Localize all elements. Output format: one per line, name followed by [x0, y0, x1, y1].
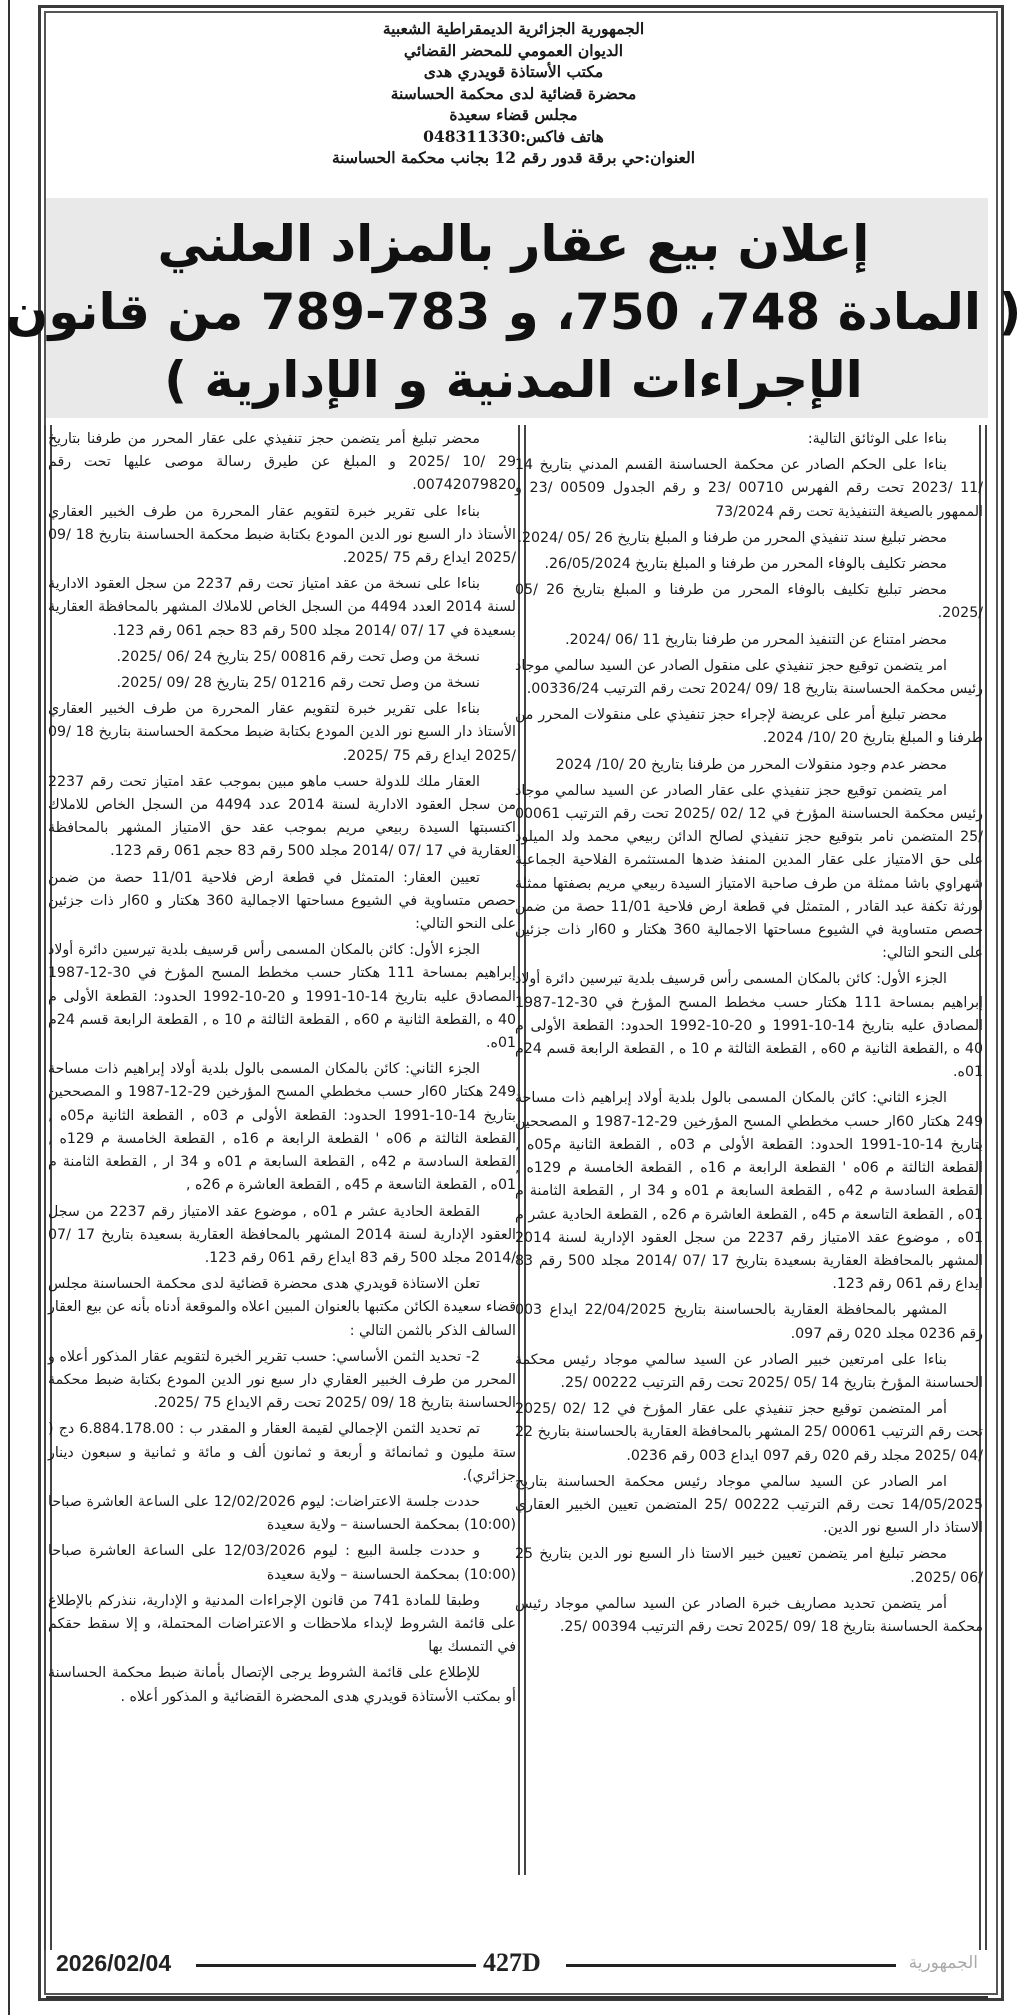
paragraph: الجزء الأول: كائن بالمكان المسمى رأس قرسيف بلدية تيرسين دائرة أولاد إبراهيم بمساحة 111 هكتار حسب مخطط المسح المؤرخ في 30-12-1987 المصادق عليه بتاريخ 14-10-1991 و 20-10-1992 الحدود: القطعة الأولى م 40 ه ,القطعة الثانية م 60ه , القطعة الثالثة م 10 ه , القطعة الرابعة قسم 24م 01ه. [515, 971, 983, 1081]
paragraph: محضر تبليغ أمر يتضمن حجز تنفيذي على عقار المحرر من طرفنا بتاريخ 29 /10 /2025 و المبلغ عن طيرق رسالة موصى عليها تحت رقم 00742079820. [48, 431, 517, 494]
paragraph: تعلن الاستاذة قويدري هدى محضرة قضائية لدى محكمة الحساسنة مجلس قضاء سعيدة الكائن مكتبها بالعنوان المبين اعلاه والموقعة أدناه بأنه عن بيع العقار السالف الذكر بالثمن التالي : [48, 1276, 516, 1339]
left-column [48, 428, 516, 1712]
page-number: 427D [483, 1948, 541, 1977]
header-line-country: الجمهورية الجزائرية الديمقراطية الشعبية [382, 19, 645, 38]
publication-date: 2026/02/04 [56, 1950, 172, 1976]
title-line-2: ( المادة 748، 750، و 783-789 من قانون [5, 283, 1022, 341]
paragraph: المشهر بالمحافظة العقارية بالحساسنة بتاريخ 22/04/2025 ايداع 003 رقم 0236 مجلد 020 رقم 097. [515, 1302, 983, 1342]
paragraph: امر يتضمن توقيع حجز تنفيذي على منقول الصادر عن السيد سالمي موجاد رئيس محكمة الحساسنة بتاريخ 18 /09 /2024 تحت رقم الترتيب 00336/24. [515, 657, 983, 698]
title-line-1: إعلان بيع عقار بالمزاد العلني [157, 215, 870, 273]
paragraph: بناءا على نسخة من عقد امتياز تحت رقم 2237 من سجل العقود الادارية لسنة 2014 العدد 4494 من السجل الخاص للاملاك المشهر بالمحافظة العقارية بسعيدة في 17 /07 /2014 مجلد 500 رقم 83 حجم 061 رقم 123. [48, 576, 516, 639]
paragraph: و حددت جلسة البيع : ليوم 12/03/2026 على الساعة العاشرة صباحا (10:00) بمحكمة الحساسنة – ولاية سعيدة [48, 1543, 516, 1583]
page-footer [46, 1950, 988, 1980]
paragraph: الجزء الأول: كائن بالمكان المسمى رأس قرسيف بلدية تيرسين دائرة أولاد إبراهيم بمساحة 111 هكتار حسب مخطط المسح المؤرخ في 30-12-1987 المصادق عليه بتاريخ 14-10-1991 و 20-10-1992 الحدود: القطعة الأولى م 40 ه ,القطعة الثانية م 60ه , القطعة الثالثة م 10 ه , القطعة الرابعة قسم 24م 01ه. [48, 942, 516, 1052]
paragraph: بناءا على الحكم الصادر عن محكمة الحساسنة القسم المدني بتاريخ 14 /11 /2023 تحت رقم الفهرس 00710 /23 و رقم الجدول 00509 /23 و الممهور بالصيغة التنفيذية تحت رقم 73/2024 [515, 457, 983, 520]
paragraph: وطبقا للمادة 741 من قانون الإجراءات المدنية و الإدارية، ننذركم بالإطلاع على قائمة الشروط لإبداء ملاحظات و الاعتراضات المحتملة، و إلا سقط حقكم في التمسك بها [48, 1592, 516, 1656]
paragraph: القطعة الحادية عشر م 01ه , موضوع عقد الامتياز رقم 2237 من سجل العقود الإدارية لسنة 2014 المشهر بالمحافظة العقارية بسعيدة بتاريخ 17 /07 /2014 مجلد 500 رقم 83 ايداع رقم 061 رقم 123. [48, 1203, 516, 1266]
paragraph: محضر تكليف بالوفاء المحرر من طرفنا و المبلغ بتاريخ 26/05/2024. [544, 556, 947, 573]
paragraph: الجزء الثاني: كائن بالمكان المسمى بالول بلدية أولاد إبراهيم ذات مساحة 249 هكتار 60ار حسب مخططي المسح المؤرخين 29-12-1987 و المصححين بتاريخ 14-10-1991 الحدود: القطعة الأولى م 03ه , القطعة الثانية م05ه , القطعة الثالثة م 06ه ' القطعة الرابعة م 16ه , القطعة الخامسة م 129ه , القطعة السادسة م 42ه , القطعة السابعة م 01ه و 34 ار , القطعة الثامنة م 01ه , القطعة التاسعة م 45ه , القطعة العاشرة م 26ه , [48, 1061, 516, 1194]
header-line-office: الديوان العمومي للمحضر القضائي [403, 40, 624, 60]
paragraph: 2- تحديد الثمن الأساسي: حسب تقرير الخبرة لتقويم عقار المذكور أعلاه و المحرر من طرف الخبير العقاري دار سبع نور الدين المودع بكتابة ضبط محكمة الحساسنة بتاريخ 18 /09 /2025 تحت رقم الايداع 75 /2025. [48, 1348, 516, 1412]
paragraph: محضر تبليغ امر يتضمن تعيين خبير الاستا ذار السبع نور الدين بتاريخ 25 /06 /2025. [515, 1546, 983, 1586]
paragraph: محضر عدم وجود منقولات المحرر من طرفنا بتاريخ 20 /10/ 2024 [555, 756, 947, 773]
paragraph: امر يتضمن توقيع حجز تنفيذي على عقار الصادر عن السيد سالمي موجاد رئيس محكمة الحساسنة المؤرخ في 12 /02 /2025 تحت رقم الترتيب 00061 /25 المتضمن نامر بتوقيع حجز تنفيذي لصالح الدائن ربيعي محمد ولد الميلود على حق الامتياز على عقار المدين المنفذ ضدها المستثمرة الفلاحية الجماعية شهراوي باشا ممثلة من طرف صاحبة الامتياز السيدة ربيعي مريم بصفتها ممثلة لورثة تكفة عبد القادر , المتمثل في قطعة ارض فلاحية 11/01 حصة من ضمن حصص متساوية في الشيوع مساحتها الاجمالية 360 هكتار و 60ار ذات جزئين على النحو التالي: [515, 782, 983, 962]
paragraph: بناءا على الوثائق التالية: [807, 431, 947, 447]
paragraph: امر الصادر عن السيد سالمي موجاد رئيس محكمة الحساسنة بتاريخ 14/05/2025 تحت رقم الترتيب 00222 /25 المتضمن تعيين الخبير العقاري الاستاذ دار السبع نور الدين. [515, 1473, 983, 1537]
header-line-council: مجلس قضاء سعيدة [449, 105, 578, 124]
paragraph: محضر امتناع عن التنفيذ المحرر من طرفنا بتاريخ 11 /06 /2024. [565, 631, 947, 648]
paragraph: حددت جلسة الاعتراضات: ليوم 12/02/2026 على الساعة العاشرة صباحا (10:00) بمحكمة الحساسنة – ولاية سعيدة [48, 1493, 516, 1534]
paragraph: محضر تبليغ سند تنفيذي المحرر من طرفنا و المبلغ بتاريخ 26 /05 /2024. [517, 529, 947, 546]
paragraph: بناءا على تقرير خبرة لتقويم عقار المحررة من طرف الخبير العقاري الأستاذ دار السبع نور الدين المودع بكتابة ضبط محكمة الحساسنة بتاريخ 18 /09 /2025 ايداع رقم 75 /2025. [48, 503, 517, 567]
paragraph: محضر تبليغ أمر على عريضة لإجراء حجز تنفيذي على منقولات المحرر من طرفنا و المبلغ بتاريخ 20 /10/ 2024. [515, 707, 983, 747]
paragraph: نسخة من وصل تحت رقم 00816 /25 بتاريخ 24 /06 /2025. [116, 648, 480, 665]
paragraph: تعيين العقار: المتمثل في قطعة ارض فلاحية 11/01 حصة من ضمن حصص متساوية في الشيوع مساحتها الاجمالية 360 هكتار و 60ار ذات جزئين على النحو التالي: [48, 869, 516, 933]
footer-rule-left [196, 1964, 476, 1967]
announcement-title [0, 210, 1027, 414]
paragraph: بناءا على امرتعين خبير الصادر عن السيد سالمي موجاد رئيس محكمة الحساسنة المؤرخ بتاريخ 14 /05 /2025 تحت رقم الترتيب 00222 /25. [515, 1351, 983, 1391]
paragraph: بناءا على تقرير خبرة لتقويم عقار المحررة من طرف الخبير العقاري الأستاذ دار السبع نور الدين المودع بكتابة ضبط محكمة الحساسنة بتاريخ 18 /09 /2025 ايداع رقم 75 /2025. [48, 701, 517, 764]
office-header [0, 18, 1027, 169]
paragraph: للإطلاع على قائمة الشروط يرجى الإتصال بأمانة ضبط محكمة الحساسنة أو بمكتب الأستاذة قويدري هدى المحضرة القضائية و المذكور أعلاه . [48, 1665, 516, 1705]
title-line-3: الإجراءات المدنية و الإدارية ) [164, 351, 863, 409]
paragraph: العقار ملك للدولة حسب ماهو مبين بموجب عقد امتياز تحت رقم 2237 من سجل العقود الادارية لسنة 2014 عدد 4494 من السجل الخاص للاملاك اكتسبتها السيدة ربيعي مريم بموجب عقد حق الامتياز المشهر بالمحافظة العقارية في 17 /07 /2014 مجلد 500 رقم 83 حجم 061 رقم 123. [48, 773, 516, 860]
paragraph: أمر المتضمن توقيع حجز تنفيذي على عقار المؤرخ في 12 /02 /2025 تحت رقم الترتيب 00061 /25 المشهر بالمحافظة العقارية بالحساسنة بتاريخ 22 /04 /2025 مجلد رقم 020 رقم 097 ايداع 003 رقم 0236. [515, 1401, 983, 1464]
paragraph: محضر تبليغ تكليف بالوفاء المحرر من طرفنا و المبلغ بتاريخ 26 /05 /2025. [515, 582, 983, 622]
paragraph: تم تحديد الثمن الإجمالي لقيمة العقار و المقدر ب : 6.884.178.00 دج ( ستة مليون و ثمانمائة و أربعة و ثمانون ألف و مائة و ثمانية و سبعون دينار جزائري). [48, 1421, 516, 1484]
right-column [515, 428, 983, 1642]
header-line-phone: هاتف فاكس:048311330 [423, 126, 604, 146]
paragraph: الجزء الثاني: كائن بالمكان المسمى بالول بلدية أولاد إبراهيم ذات مساحة 249 هكتار 60ار حسب مخططي المسح المؤرخين 29-12-1987 و المصححين بتاريخ 14-10-1991 الحدود: القطعة الأولى م 03ه , القطعة الثانية م05ه , القطعة الثالثة م 06ه ' القطعة الرابعة م 16ه , القطعة الخامسة م 129ه , القطعة السادسة م 42ه , القطعة السابعة م 01ه و 34 ار , القطعة الثامنة م 01ه , القطعة التاسعة م 45ه , القطعة العاشرة م 26ه , القطعة الحادية عشر م 01ه , موضوع عقد الامتياز رقم 2237 من سجل العقود الإدارية لسنة 2014 المشهر بالمحافظة العقارية بسعيدة بتاريخ 17 /07 /2014 مجلد 500 رقم 83 ايداع رقم 061 رقم 123. [515, 1090, 983, 1293]
header-line-court: محضرة قضائية لدى محكمة الحساسنة [390, 83, 637, 103]
newspaper-logo: الجمهورية [908, 1953, 978, 1973]
header-line-address: العنوان:حي برقة قدور رقم 12 بجانب محكمة الحساسنة [331, 148, 696, 167]
paragraph: نسخة من وصل تحت رقم 01216 /25 بتاريخ 28 /09 /2025. [116, 675, 480, 692]
header-line-bailiff: مكتب الأستاذة قويدري هدى [423, 62, 604, 81]
bottom-border-rule [46, 1996, 988, 2000]
paragraph: أمر يتضمن تحديد مصاريف خبرة الصادر عن السيد سالمي موجاد رئيس محكمة الحساسنة بتاريخ 18 /09 /2025 تحت رقم الترتيب 00394 /25. [515, 1595, 983, 1635]
footer-rule-right [566, 1964, 896, 1967]
